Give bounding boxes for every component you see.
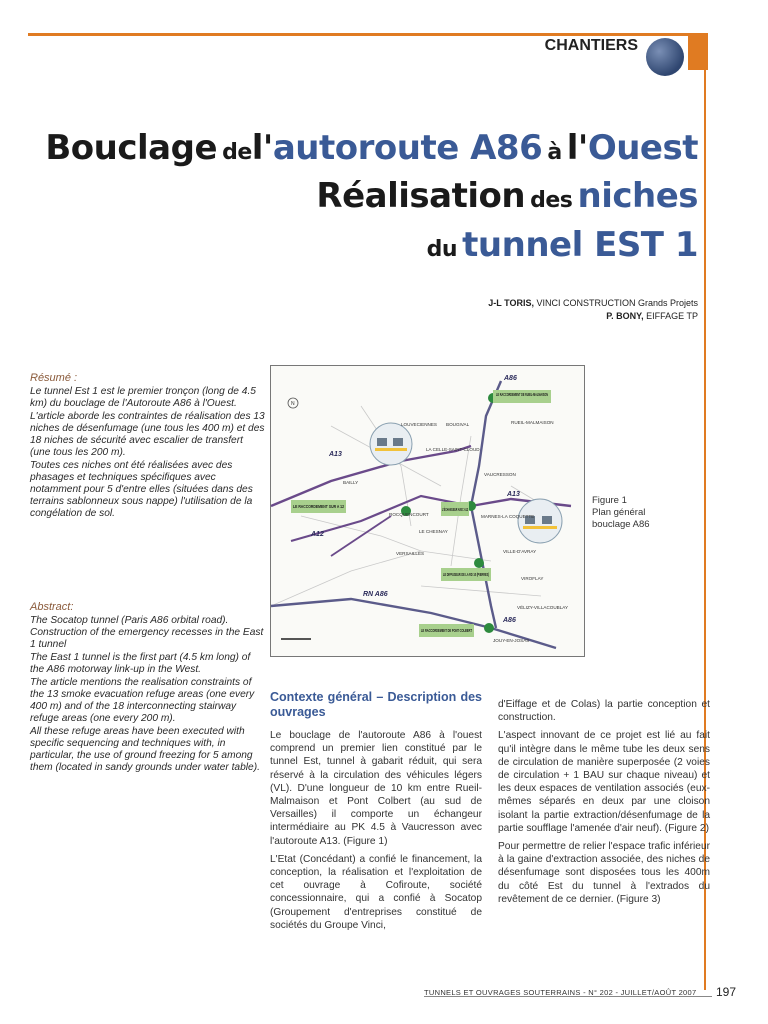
abstract-paragraph: All these refuge areas have been executed with specific sequencing and techniques with, in particular, the use of ground freezing for 5 among them (located in sandy grounds under water table). bbox=[30, 726, 260, 773]
body-paragraph: Le bouclage de l'autoroute A86 à l'ouest comprend un premier lien constitué par le tunnel Est, tunnel à gabarit réduit, qui sera réservé à la circulation des véhicules légers (VL). D'une longueur de 10 km entre Rueil-Malmaison et Pont Colbert (au sud de Versailles) il comporte un échangeur intermédiaire au PK 4.5 à Vaucresson avec l'autoroute A13. (Figure 1) bbox=[270, 730, 482, 847]
map-road-a13 bbox=[271, 446, 471, 506]
section-title: Contexte général – Description des ouvrages bbox=[270, 690, 482, 719]
abstract-paragraph: The Socatop tunnel (Paris A86 orbital road). Construction of the emergency recesses in the East 1 tunnel bbox=[30, 615, 264, 650]
article-title-line-2: Réalisation des niches bbox=[316, 176, 698, 216]
map-label-a86-top: A86 bbox=[504, 375, 517, 382]
body-column-2 bbox=[498, 698, 710, 911]
body-paragraph: Pour permettre de relier l'espace trafic inférieur à la gaine d'extraction associée, des niches de désenfumage sont disposées tous les 400m du côté Est du tunnel à l'extrados du revêtement de ce dernier. (Figure 3) bbox=[498, 841, 711, 905]
figure-caption: Figure 1 Plan général bouclage A86 bbox=[592, 495, 650, 530]
map-label-a13-right: A13 bbox=[507, 491, 520, 498]
resume-block bbox=[30, 372, 265, 521]
map-node-colbert bbox=[484, 623, 494, 633]
article-title-line-1: Bouclage del'autoroute A86 à l'Ouest bbox=[45, 128, 698, 168]
map-label-raccord-colbert: LE RACCORDEMENT DE PONT COLBERT bbox=[421, 628, 473, 633]
map-town-chesnay: LE CHESNAY bbox=[419, 529, 448, 534]
map-label-a12: A12 bbox=[311, 531, 324, 538]
map-town-marnes: MARNES-LA COQUETTE bbox=[481, 514, 535, 519]
resume-paragraph: Toutes ces niches ont été réalisées avec des phasages et techniques spécifiques avec notamment pour 5 d'entre elles (situées dans des terrains sablonneux sous nappe) l'utilisation de la congélation de sol. bbox=[30, 460, 253, 519]
figure-1-map bbox=[270, 365, 585, 657]
author-line: P. BONY, EIFFAGE TP bbox=[606, 311, 698, 321]
map-scale-bar bbox=[281, 638, 311, 640]
map-label-raccord-a12: LE RACCORDEMENT SUR A 12 bbox=[293, 504, 345, 509]
resume-heading: Résumé : bbox=[30, 372, 78, 384]
header-rule bbox=[28, 33, 688, 36]
section-label: CHANTIERS bbox=[544, 37, 638, 54]
map-node-diffuseur bbox=[474, 558, 484, 568]
map-road-a13-east bbox=[471, 499, 571, 506]
map-town-ville-avray: VILLE-D'AVRAY bbox=[503, 549, 537, 554]
section-ball-icon bbox=[646, 38, 684, 76]
tunnel-section-icon bbox=[518, 499, 562, 543]
map-label-diffuseur: LE DIFFUSEUR DE LA RD 10 (PIERRES) bbox=[443, 572, 490, 577]
map-town-jouy: JOUY-EN-JOSAS bbox=[493, 638, 530, 643]
header-accent-block bbox=[688, 33, 708, 70]
map-label-raccord-rueil: LE RACCORDEMENT DE RUEIL-MALMAISON bbox=[496, 392, 549, 397]
map-svg bbox=[271, 366, 584, 656]
map-label-a86-left: RN A86 bbox=[363, 591, 388, 598]
authors bbox=[440, 297, 698, 323]
page-number: 197 bbox=[716, 985, 737, 999]
article-title-line-3: du tunnel EST 1 bbox=[426, 225, 698, 265]
body-paragraph: L'Etat (Concédant) a confié le financement, la conception, la réalisation et l'exploitation de cet ouvrage à Cofiroute, société concessionnaire, qui a confié à Socatop (Groupement d'entreprises constitué de sociétés du Groupe Vinci, bbox=[270, 853, 482, 931]
map-town-louveciennes: LOUVECIENNES bbox=[401, 422, 437, 427]
map-label-a13-left: A13 bbox=[329, 451, 342, 458]
map-town-viroflay: VIROFLAY bbox=[521, 576, 544, 581]
body-paragraph: d'Eiffage et de Colas) la partie conception et construction. bbox=[498, 699, 710, 724]
resume-paragraph: L'article aborde les contraintes de réalisation des 13 niches de désenfumage (une tous les 400 m) et des 18 niches de sécurité avec escalier de transfert (une tous les 200 m). bbox=[30, 411, 265, 458]
map-north: N bbox=[291, 401, 295, 407]
map-town-rueil: RUEIL-MALMAISON bbox=[511, 420, 554, 425]
map-label-echangeur bbox=[442, 505, 468, 512]
body-column-1 bbox=[270, 690, 482, 937]
map-town-versailles: VERSAILLES bbox=[396, 551, 425, 556]
map-town-velizy: VÉLIZY-VILLACOUBLAY bbox=[517, 605, 569, 610]
footer-journal: TUNNELS ET OUVRAGES SOUTERRAINS - N° 202 - JUILLET/AOÛT 2007 bbox=[424, 988, 697, 997]
abstract-paragraph: The article mentions the realisation constraints of the 13 smoke evacuation refuge areas (one every 400 m) and of the 18 interconnecting stairway refuge areas (one every 200 m). bbox=[30, 677, 255, 724]
map-label-a86-bottom: A86 bbox=[503, 617, 516, 624]
tunnel-section-icon bbox=[370, 423, 412, 465]
map-town-bailly: BAILLY bbox=[343, 480, 359, 485]
map-town-celle: LA CELLE-SAINT-CLOUD bbox=[426, 447, 480, 452]
abstract-heading: Abstract: bbox=[30, 601, 74, 613]
map-town-rocquencourt: ROCQUENCOURT bbox=[389, 512, 429, 517]
body-paragraph: L'aspect innovant de ce projet est lié au fait qu'il intègre dans le même tube les deux sens de circulation de manière superposée (2 voies de circulation + 1 BAU sur chaque niveau) et les deux espaces de ventilation associés (eux-mêmes séparés en deux par une cloison isolant la partie extraction/désenfumage de la partie soufflage l'amenée d'air neuf). (Figure 2) bbox=[498, 730, 710, 834]
resume-paragraph: Le tunnel Est 1 est le premier tronçon (long de 4.5 km) du bouclage de l'Autoroute A86 à l'Ouest. bbox=[30, 386, 256, 409]
author-line: J-L TORIS, VINCI CONSTRUCTION Grands Projets bbox=[488, 298, 698, 308]
map-town-vaucresson: VAUCRESSON bbox=[484, 472, 516, 477]
abstract-block bbox=[30, 601, 265, 775]
abstract-paragraph: The East 1 tunnel is the first part (4.5 km long) of the A86 motorway link-up in the West. bbox=[30, 652, 251, 675]
map-town-bougival: BOUGIVAL bbox=[446, 422, 470, 427]
